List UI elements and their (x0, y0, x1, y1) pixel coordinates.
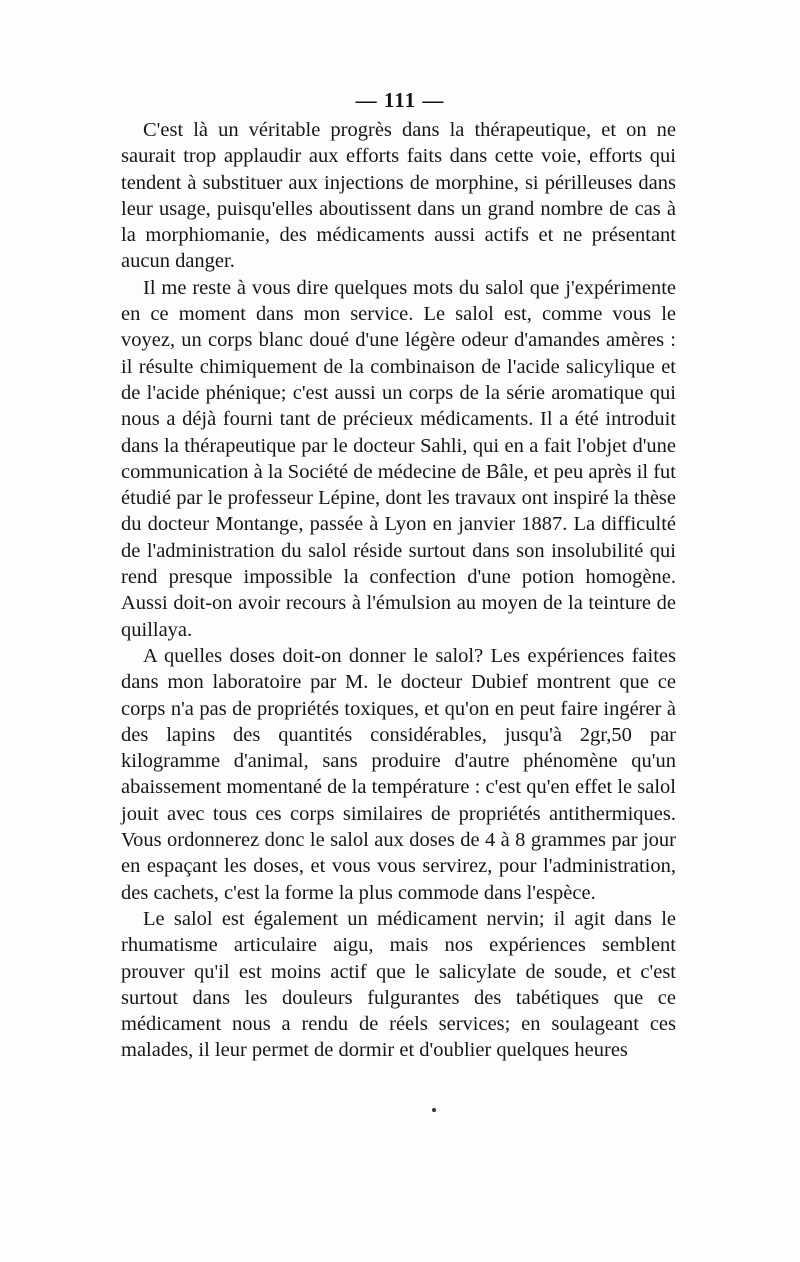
paragraph-salol-nervin: Le salol est également un médicament nervin; il agit dans le rhumatisme articulaire aigu, mais nos expériences semblent prouver qu'il est moins actif que le salicylate de soude, et c'est surtout dans les douleurs fulgurantes des tabétiques que ce médicament nous a rendu de réels services; en soulageant ces malades, il leur permet de dormir et d'oublier quelques heures (121, 907, 676, 1062)
paragraph-salol-intro: Il me reste à vous dire quelques mots du salol que j'expérimente en ce moment dans mon service. Le salol est, comme vous le voyez, un corps blanc doué d'une légère odeur d'amandes amères : il résulte chimiquement de la combinaison de l'acide salicylique et de l'acide phénique; c'est aussi un corps de la série aromatique qui nous a déjà fourni tant de précieux médicaments. Il a été introduit dans la thérapeutique par le docteur Sahli, qui en a fait l'objet d'une communication à la Société de médecine de Bâle, et peu après il fut étudié par le professeur Lépine, dont les travaux ont inspiré la thèse du docteur Montange, passée à Lyon en janvier 1887. La difficulté de l'administration du salol réside surtout dans son insolubilité qui rend presque impossible la confection d'une potion homogène. Aussi doit-on avoir recours à l'émulsion au moyen de la teinture de quillaya. (121, 276, 676, 641)
ink-speck (432, 1108, 436, 1112)
body-text (121, 117, 676, 1064)
page-number: — 111 — (355, 88, 445, 112)
paragraph-morphine: C'est là un véritable progrès dans la thérapeutique, et on ne saurait trop applaudir aux efforts faits dans cette voie, efforts qui tendent à substituer aux injections de morphine, si périlleuses dans leur usage, puisqu'elles aboutissent dans un grand nombre de cas à la morphiomanie, des médicaments aussi actifs et ne présentant aucun danger. (121, 119, 676, 273)
paragraph-salol-doses: A quelles doses doit-on donner le salol? Les expériences faites dans mon laboratoire par M. le docteur Dubief montrent que ce corps n'a pas de propriétés toxiques, et qu'on en peut faire ingérer à des lapins des quantités considérables, jusqu'à 2gr,50 par kilogramme d'animal, sans produire d'autre phénomène qu'un abaissement momentané de la température : c'est qu'en effet le salol jouit avec tous ces corps similaires de propriétés antithermiques. Vous ordonnerez donc le salol aux doses de 4 à 8 grammes par jour en espaçant les doses, et vous vous servirez, pour l'administration, des cachets, c'est la forme la plus commode dans l'espèce. (121, 644, 676, 904)
